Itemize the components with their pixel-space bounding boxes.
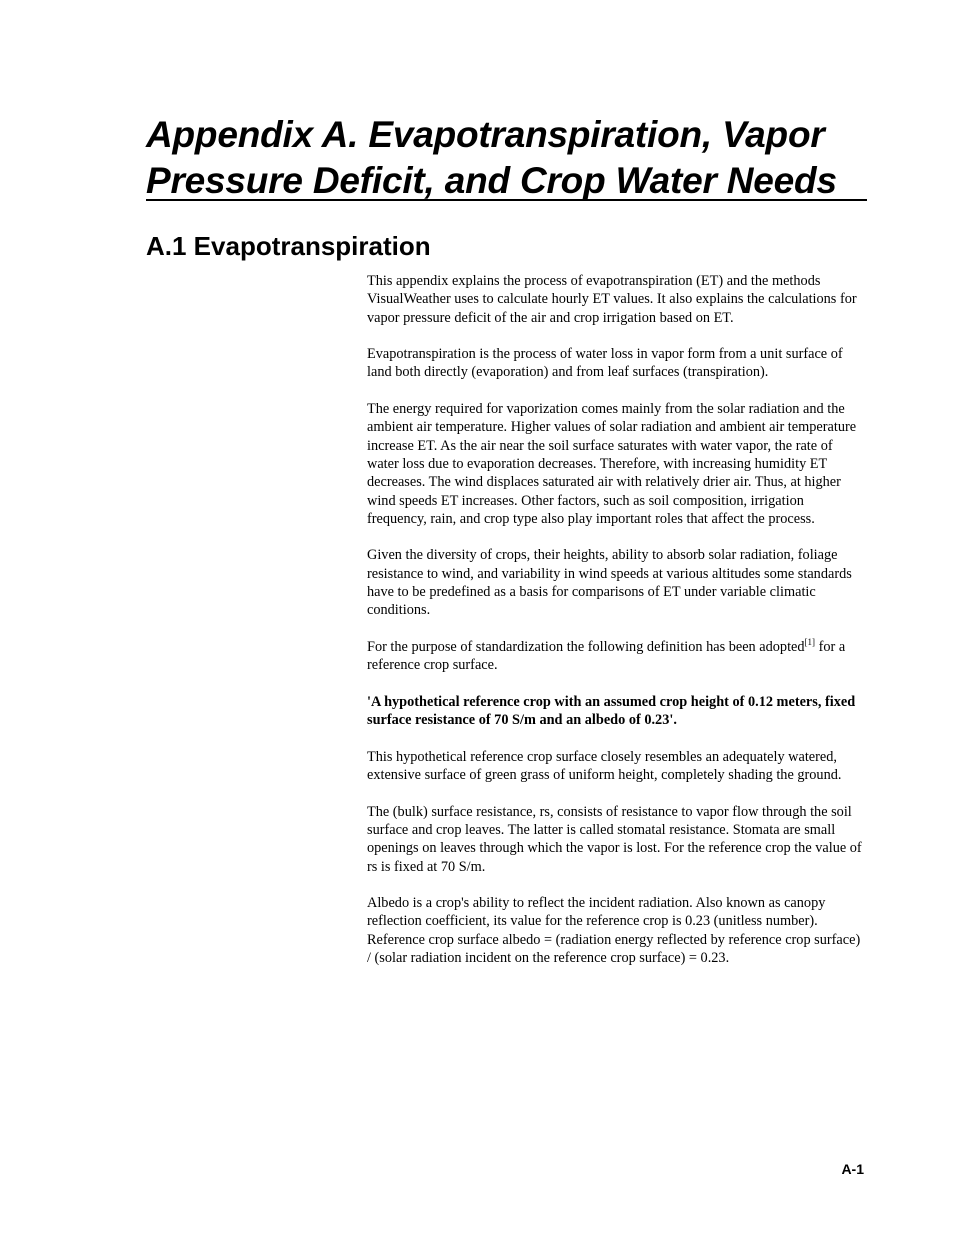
standardization-text: For the purpose of standardization the following definition has been adopted [367,638,805,655]
paragraph-surface-resistance: The (bulk) surface resistance, rs, consists of resistance to vapor flow through the soil surface and crop leaves. The latter is called stomatal resistance. Stomata are small openings on leaves through which the vapor is lost. For the reference crop the value of rs is fixed at 70 S/m. [367,803,862,875]
page-number: A-1 [841,1161,864,1177]
paragraph-albedo: Albedo is a crop's ability to reflect the incident radiation. Also known as canopy reflection coefficient, its value for the reference crop is 0.23 (unitless number). Reference crop surface albedo = (radiation energy reflected by reference crop surface) / (solar radiation incident on the reference crop surface) = 0.23. [367,895,861,966]
footnote-reference: [1] [804,637,816,648]
section-heading: A.1 Evapotranspiration [146,231,431,261]
title-divider [146,199,867,201]
paragraph-energy: The energy required for vaporization comes mainly from the solar radiation and the ambient air temperature. Higher values of solar radiation and ambient air temperature increase ET. As the air near the soil surface saturates with water vapor, the rate of water loss due to evaporation decreases. Therefore, with increasing humidity ET decreases. The wind displaces saturated air with relatively drier air. Thus, at higher wind speeds ET increases. Other factors, such as soil composition, irrigation frequency, rain, and crop type also play important roles that affect the process. [367,401,857,527]
paragraph-diversity: Given the diversity of crops, their heights, ability to absorb solar radiation, foliage resistance to wind, and variability in wind speeds at various altitudes some standards have to be predefined as a basis for comparisons of ET under variable climatic conditions. [367,547,852,619]
paragraph-standardization [367,638,867,675]
reference-crop-definition: 'A hypothetical reference crop with an assumed crop height of 0.12 meters, fixed surface resistance of 70 S/m and an albedo of 0.23'. [367,693,856,729]
paragraph-definition-et: Evapotranspiration is the process of water loss in vapor form from a unit surface of land both directly (evaporation) and from leaf surfaces (transpiration). [367,346,843,381]
appendix-title: Appendix A. Evapotranspiration, Vapor Pressure Deficit, and Crop Water Needs [146,114,837,201]
paragraph-reference-surface: This hypothetical reference crop surface closely resembles an adequately watered, extensive surface of green grass of uniform height, completely shading the ground. [367,748,842,784]
paragraph-intro: This appendix explains the process of evapotranspiration (ET) and the methods VisualWeather uses to calculate hourly ET values. It also explains the calculations for vapor pressure deficit of the air and crop irrigation based on ET. [367,273,857,326]
standardization-text-end: for a reference crop surface. [367,638,846,674]
body-text [367,272,867,986]
